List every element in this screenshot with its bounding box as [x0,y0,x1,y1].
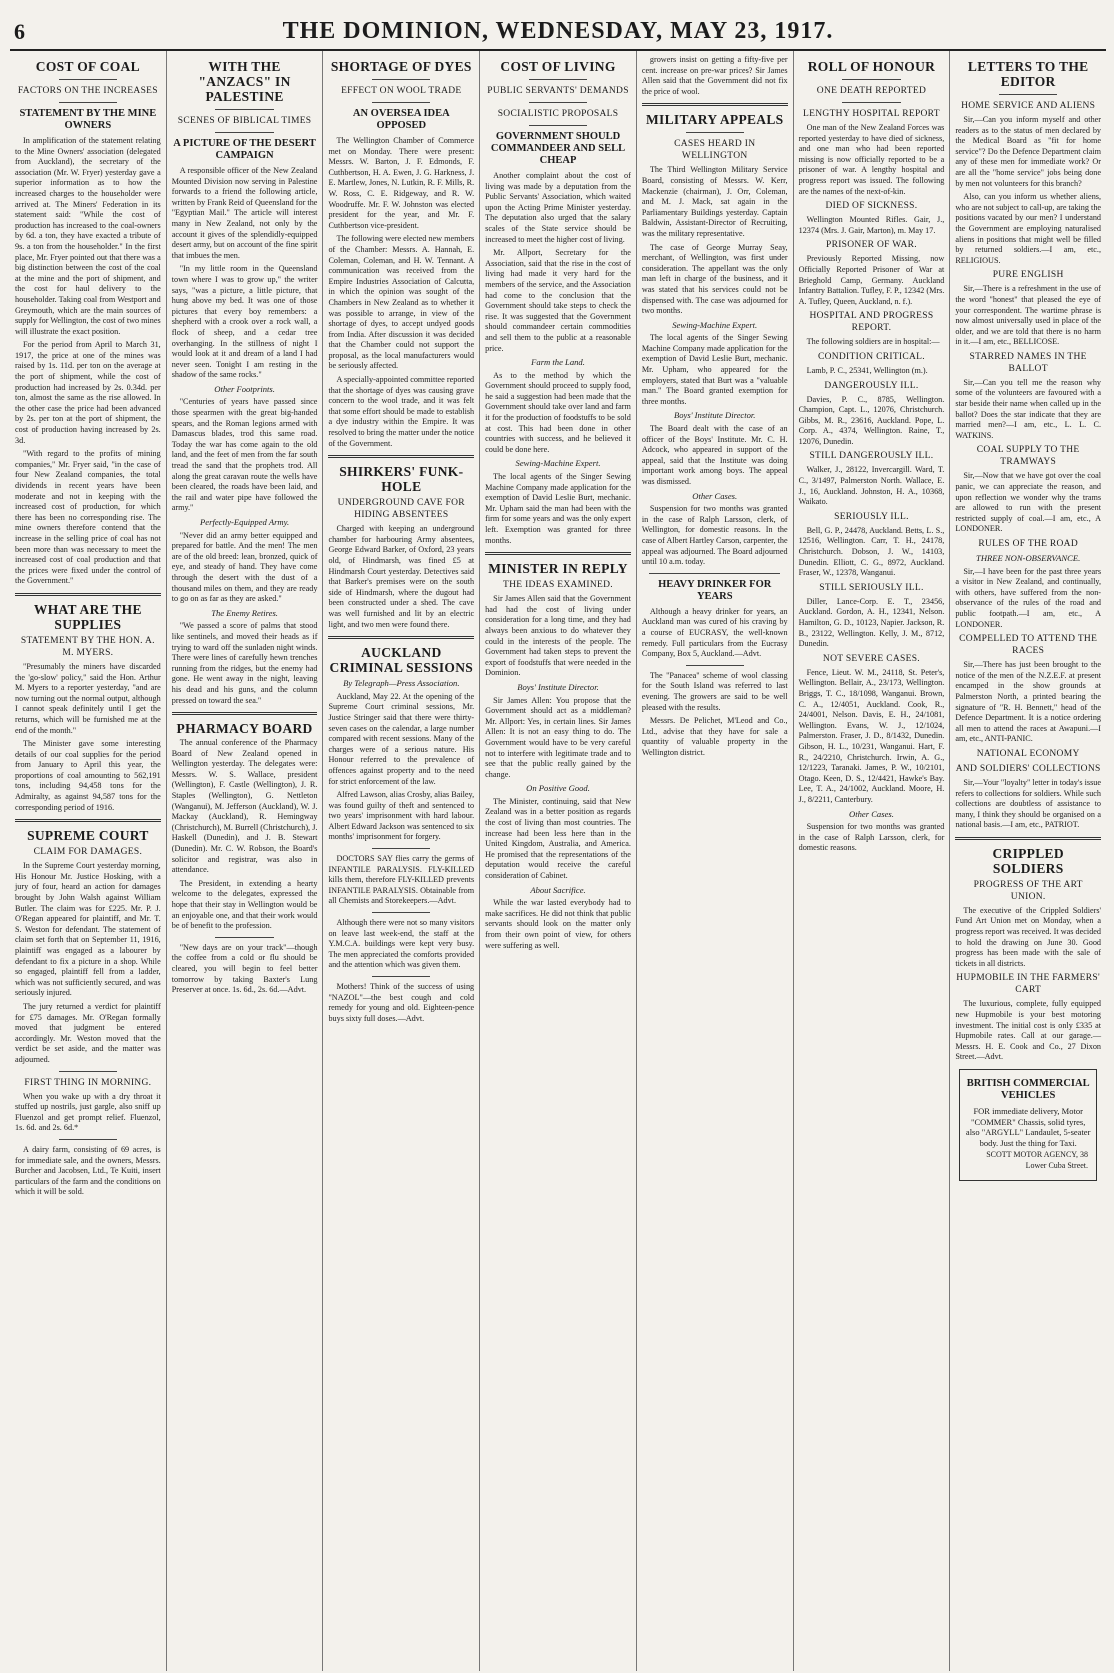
article-paragraph: The executive of the Crippled Soldiers' Fund Art Union met on Monday, when a progress report was received. It was decided to hold the drawing on June 30. Good progress has been made with the sale of tickets in all districts. [955,905,1102,968]
letter-paragraph: Sir,—Can you tell me the reason why some of the volunteers are favoured with a star beside their name when called up in the ballot? Does the star indicate that they are married men?—I am, etc., L. L. C. WATKINS. [955,377,1102,440]
article-paragraph: A dairy farm, consisting of 69 acres, is for immediate sale, and the owners, Messrs. Burcher and Jacobsen, Ltd., Te Kuiti, insert particulars of the farm and the conditions on which it will be sold. [15,1144,161,1197]
section-subhead: On Positive Good. [526,783,590,794]
subhead: PROGRESS OF THE ART UNION. [973,879,1083,902]
headline-shortage-of-dyes: SHORTAGE OF DYES [330,59,472,74]
list-heading: DANGEROUSLY ILL. [824,380,919,391]
subhead: CLAIM FOR DAMAGES. [33,847,143,858]
article-paragraph: Charged with keeping an underground chamber for harbouring Army absentees, George Edward Barker, of Oxford, 23 years old, of Hindmarsh, was fined £5 at Hindmarsh Court yesterday. Detectives said that Barker's premises were on the south side of Hindmarsh, where the dugout had been constructed under a shed. The cave was well furnished and lit by an electric light, and two men were found there. [328,524,475,629]
headline-pharmacy-board: PHARMACY BOARD [176,721,313,737]
article-paragraph: The following were elected new members of the Chamber: Messrs. A. Hannah, E. Coleman, Coleman, and H. W. Tennant. A communication was received from the Empire Industries Association of Calcutta, in which the opinion was sought of the Chambers in New Zealand as to whether it was possible to arrange, in view of the shortage of dyes, to accept undyed goods from India. After discussion it was decided that the Chamber could not support the proposal, as the local manufacturers would be seriously affected. [328,234,475,371]
letter-subheading: AND SOLDIERS' COLLECTIONS [955,763,1101,774]
letter-paragraph: Sir,—There is a refreshment in the use of the word "honest" that pleased the eye of your correspondent. The wartime phrase is now almost universally used in place of the older, and we are told that there is no harm in it.—I am, etc., BELLICOSE. [955,284,1102,347]
column-3 [323,51,480,1671]
letter-heading: STARRED NAMES IN THE BALLOT [969,351,1087,374]
article-paragraph: The Board dealt with the case of an officer of the Boys' Institute. Mr. C. H. Adcock, who appeared in support of the appeal, said that the Institute was doing important work among boys. The appeal was dismissed. [641,424,788,486]
section-subhead: Sewing-Machine Expert. [672,319,758,330]
subhead: HEAVY DRINKER FOR YEARS [658,578,772,602]
article-paragraph: Another complaint about the cost of living was made by a deputation from the Public Servants' Association, which waited upon the Acting Prime Minister yesterday. The deputation also urged that the salary scales of the State service should be increased to meet the higher cost of living. [485,171,631,244]
headline-supreme-court: SUPREME COURT [27,828,149,844]
article-paragraph: The annual conference of the Pharmacy Board of New Zealand opened in Wellington yesterday. The delegates were: Messrs. W. S. Wallace, president (Wellington), F. Castle (Wellington), J. R. Staples (Wellington), G. Nettleton (Wanganui), M. Jefferson (Auckland), W. J. Mackay (Auckland), R. Hemingway (Christchurch), M. Burrell (Christchurch), J. Haskell (Dunedin), and J. B. Stewart (Dunedin). Mr. C. W. Robson, the Board's solicitor and registrar, was also in attendance. [171,738,318,875]
letter-paragraph: Also, can you inform us whether aliens, who are not subject to call-up, are taking the positions vacated by our men? I understand the Government are employing naturalised aliens in positions that might well be filled by returned soldiers.—I am, etc., RELIGIOUS. [955,192,1102,265]
letter-paragraph: Sir,—There has just been brought to the notice of the men of the N.Z.E.F. at present encamped in the show grounds at Palmerston North, a printed bearing the signature of "R. H. Bennett," head of the Defence Department. It is a notice ordering all men to attend the races at Awapuni.—I am, etc., ANTI-PANIC. [955,660,1102,744]
article-paragraph: A specially-appointed committee reported that the shortage of dyes was causing grave concern to the wool trade, and it was felt that some effort should be made to establish a dye industry within the Empire. It was resolved to bring the matter under the notice of the Government. [328,375,475,448]
article-paragraph: The local agents of the Singer Sewing Machine Company made application for the exemption of David Leslie Burt, mechanic. Mr. Upham said the man had been with the firm for some years and was the only expert left. Exemption was granted for three months. [485,472,631,545]
article-paragraph: The following soldiers are in hospital:— [806,337,940,347]
section-subhead: About Sacrifice. [530,884,586,895]
columns [10,51,1106,1671]
casualty-list: Diller, Lance-Corp. E. T., 23456, Auckland. Gordon, A. H., 12341, Nelson. Hamilton, G. D., 10123, Napier. Jackson, R. B., 23122, Wellington. Kelly, J. M., 8712, Dunedin. [798,596,945,649]
column-5 [637,51,794,1671]
subhead: GOVERNMENT SHOULD COMMANDEER AND SELL CHEAP [490,131,626,166]
masthead [10,18,1106,51]
article-paragraph: The Minister, continuing, said that New Zealand was in a better position as regards the cost of living than most countries. The increase had been less here than in the United Kingdom, Australia, and America. He promised that the representations of the deputation would receive the careful consideration of Cabinet. [485,796,631,881]
headline-cost-of-coal: COST OF COAL [35,59,140,74]
article-paragraph: In amplification of the statement relating to the Mine Owners' association (delegated from Auckland), the secretary of the association (Mr. W. Fryer) yesterday gave a superior information as to how the increased charges to the householder were arrived at. The Miners' Federation in its statement said: "While the cost of production has increased to the coal-owners by 6d. a ton, they have exacted a tribute of 9s. a ton from the householder." In the first place, Mr. Fryer pointed out that there was a big distinction between the cost of the coal at the mine and the port of shipment, and the cost for haul delivery to the householder. Taking coal from Westport and Greymouth, which are the main sources of supply for Wellington, the cost of two mines will illustrate the exact position. [15,136,161,336]
article-paragraph: Sir James Allen said that the Government had had the cost of living under consideration for a long time, and they had always been anxious to do whatever they could in the interests of the people. The Government had taken steps to prevent the export of foodstuffs that were needed in the Dominion. [485,594,631,678]
article-paragraph: Alfred Lawson, alias Crosby, alias Bailey, was found guilty of theft and sentenced to two years' imprisonment with hard labour. Albert Edward Jackson was sentenced to six months' imprisonment for forgery. [328,790,475,842]
article-paragraph: The jury returned a verdict for plaintiff for £75 damages. Mr. O'Regan formally moved that judgment be entered accordingly. Mr. Weston moved that the verdict be set aside, and the matter was adjourned. [15,1001,161,1064]
divider [59,1071,117,1072]
list-heading: DIED OF SICKNESS. [825,201,918,212]
advertisement-paragraph: Although a heavy drinker for years, an Auckland man was cured of his craving by a course of EUCRASY, the well-known remedy. Full particulars from the Eucrasy Company, Box 5, Auckland.—Advt. [641,606,788,659]
headline-supplies: WHAT ARE THE SUPPLIES [33,601,142,632]
article-paragraph: "In my little room in the Queensland town where I was to grow up," the writer says, "was a picture, a little picture, that hung above my bed. It was one of those pictures that every boy remembers: a shepherd with a crook over a rock wall, a flock of sheep, and a cedar tree overhanging. In the stillness of night I would look at it and dream of a land I had never seen. Tonight I am resting in the shadow of the same rocks." [171,264,318,380]
article-paragraph: One man of the New Zealand Forces was reported yesterday to have died of sickness, and one man who had been reported missing is now officially reported to be a prisoner of war. A lengthy hospital and progress report was issued. The following are the names of the next-of-kin. [798,123,945,196]
article-paragraph: Auckland, May 22. At the opening of the Supreme Court criminal sessions, Mr. Justice Stringer said that there were thirty-seven cases on the calendar, a large number compared with recent sessions. Many of the charges were of a serious nature. His Honour referred to the prevalence of offences against property and to the need for strict enforcement of the law. [328,691,475,786]
subhead: SOCIALISTIC PROPOSALS [497,109,619,119]
article-paragraph: Suspension for two months was granted in the case of Ralph Larsson, clerk, for domestic reasons. [798,822,945,853]
headline-letters-to-editor: LETTERS TO THE EDITOR [967,59,1089,89]
casualty-list: Wellington Mounted Rifles. Gair, J., 12374 (Mrs. J. Gair, Marton), m. May 17. [798,215,945,235]
section-divider [15,819,161,822]
letter-heading: RULES OF THE ROAD [978,539,1078,549]
advertisement-paragraph: Mothers! Think of the success of using "NAZOL"—the best cough and cold remedy for young and old. Eighteen-pence buys sixty full doses.—Advt. [328,982,475,1023]
article-paragraph: "With regard to the profits of mining companies," Mr. Fryer said, "in the case of four New Zealand companies, the total dividends in recent years have been moderate and not in keeping with the increased cost of production, for which there has been no corresponding rise. The mine owners therefore contend that the increase in the selling price of coal has not been more than was necessary to meet the increased cost of coal production and that the prices were fixed under the control of the Government." [15,449,161,586]
section-divider [328,455,474,458]
headline-anzacs: WITH THE "ANZACS" IN PALESTINE [198,59,291,104]
divider [649,573,780,574]
article-paragraph: "Centuries of years have passed since those spearmen with the great big-handed spears, and the Roman legions armed with Damascus blades, trod this same road. Today the war has come again to the old land, and the feet of men from the far south tread the sand that the prophets trod. All along the great caravan route the wells have been cleared, the roads have been laid, and the rail and water pipe have followed the army." [171,397,318,513]
article-paragraph: The Third Wellington Military Service Board, consisting of Messrs. W. Kerr, Mackenzie (chairman), J. Orr, Coleman, and M. J. Mack, sat again in the Parliamentary Buildings yesterday. Captain Baldwin, Assistant-Director of Recruiting, was the military representative. [641,165,788,238]
subhead: ONE DEATH REPORTED [816,86,927,96]
divider [372,912,430,913]
column-7 [950,51,1106,1671]
subhead: A PICTURE OF THE DESERT CAMPAIGN [173,138,316,161]
divider [999,94,1057,95]
divider [686,665,744,666]
advertisement-signature: SCOTT MOTOR AGENCY, 38 Lower Cuba Street. [986,1150,1089,1170]
subhead: AN OVERSEA IDEA OPPOSED [352,108,450,131]
article-paragraph: Messrs. De Pelichet, M'Leod and Co., Ltd., advise that they have for sale a quantity of valuable property in the Wellington district. [641,716,788,757]
section-subhead: The Enemy Retires. [211,607,278,618]
divider [215,109,273,110]
letter-paragraph: Sir,—Can you inform myself and other readers as to the status of men declared by the Medical Board as "fit for home service"? Do the Defence Department claim any of these men for immediate work? Or are all the "home service" jobs being done by men not volunteers for this branch? [955,115,1102,188]
headline-military-appeals: MILITARY APPEALS [646,112,784,128]
divider [372,79,430,80]
divider [842,102,900,103]
advertisement-text: FOR immediate delivery, Motor "COMMER" Chassis, solid tyres, also "ARGYLL" Landaulet, 5-seater body. Just the thing for Taxi. [965,1106,1091,1148]
letter-heading: NATIONAL ECONOMY [976,748,1080,759]
section-subhead: Other Cases. [692,490,738,501]
letter-heading: COAL SUPPLY TO THE TRAMWAYS [976,445,1080,468]
casualty-list: Davies, P. C., 8785, Wellington. Champion, Capt. L., 12076, Christchurch. Gibbs, M. R., 23616, Auckland. Pope, L. Corp. A., 4374, Wellington. Raine, T., 12076, Dunedin. [798,394,945,446]
headline-auckland-sessions: AUCKLAND CRIMINAL SESSIONS [329,645,474,676]
column-1 [10,51,167,1671]
headline-crippled-soldiers: CRIPPLED SOLDIERS [992,845,1064,876]
headline-shirkers: SHIRKERS' FUNK-HOLE [339,464,464,495]
subhead: FIRST THING IN MORNING. [24,1077,152,1088]
advertisement-heading: BRITISH COMMERCIAL VEHICLES [966,1078,1090,1101]
casualty-list: Walker, J., 28122, Invercargill. Ward, T. C., 3/1497, Palmerston North. Wallace, E. J., 16, Auckland. Johnston, H. A., 10368, Waikato. [798,465,945,507]
list-heading: SERIOUSLY ILL. [834,511,909,522]
column-4 [480,51,637,1671]
divider [529,125,587,126]
article-paragraph: The "Panacea" scheme of wool classing for the South Island was referred to last evening. The growers are said to be well pleased with the results. [641,670,788,712]
article-paragraph: In the Supreme Court yesterday morning, His Honour Mr. Justice Hosking, with a jury of four, heard an action for damages brought by John Walsh against William Butler. The claim was for £225. Mr. P. J. O'Regan appeared for plaintiff, and Mr. T. S. Weston for defendant. The statement of claim set forth that on September 11, 1916, plaintiff was engaged as a labourer by defendant to fix a picture in a shop. While so engaged, plaintiff fell from a ladder, which was not sufficiently secured, and was seriously injured. [15,861,161,998]
divider [59,102,117,103]
section-subhead: Perfectly-Equipped Army. [200,517,290,527]
divider [215,937,273,938]
subhead: STATEMENT BY THE MINE OWNERS [19,108,157,131]
section-subhead: Boys' Institute Director. [673,410,756,421]
advertisement-paragraph: "New days are on your track"—though the coffee from a cold or flu should be cleared, you will begin to feel better tomorrow by taking Baxter's Lung Preserver at once. 1s. 6d., 2s. 6d.—Advt. [171,942,318,995]
letter-paragraph: Sir,—Your "loyalty" letter in today's issue refers to collections for soldiers. While such collections are doubtless of assistance to many, I think they should be organised on a national basis.—I am, etc., PATRIOT. [955,777,1102,830]
advertisement-paragraph: The luxurious, complete, fully equipped new Hupmobile is your best motoring investment. The initial cost is only £335 at Hupmobile rates. Call at our garage.—Messrs. H. E. Cook and Co., 27 Dixon Street.—Advt. [955,999,1102,1062]
subhead: HOME SERVICE AND ALIENS [961,101,1096,111]
section-divider [485,552,631,555]
divider [529,102,587,103]
subhead: FACTORS ON THE INCREASES [17,86,158,96]
letter-heading: PURE ENGLISH [992,270,1064,281]
divider [529,79,587,80]
advertisement-box [959,1069,1097,1181]
headline-minister-reply: MINISTER IN REPLY [488,561,628,577]
article-paragraph: The case of George Murray Seay, merchant, of Wellington, was first under consideration. The appellant was the only man left in charge of the business, and it was stated that his services could not be dispensed with. The case was adjourned for two months. [641,242,788,316]
subhead: LENGTHY HOSPITAL REPORT [803,109,940,119]
subhead: PUBLIC SERVANTS' DEMANDS [487,86,629,96]
divider [686,132,744,133]
section-divider [172,712,318,715]
list-heading: HOSPITAL AND PROGRESS REPORT. [809,311,934,334]
divider [842,79,900,80]
divider [372,976,430,977]
article-paragraph: While the war lasted everybody had to make sacrifices. He did not think that public servants should look on the matter only from their own point of view, for others were suffering as well. [485,898,631,950]
section-divider [955,837,1101,840]
divider [372,848,430,849]
headline-cost-of-living: COST OF LIVING [500,59,616,74]
article-paragraph: growers insist on getting a fifty-five per cent. increase on pre-war prices? Sir James Allen said that the Government did not fix the price of wool. [641,55,788,96]
advertisement-heading: HUPMOBILE IN THE FARMERS' CART [956,973,1101,996]
subhead: SCENES OF BIBLICAL TIMES [177,116,312,126]
section-subhead: Farm the Land. [531,357,585,368]
section-divider [328,636,474,639]
section-divider [642,103,788,106]
headline-roll-of-honour: ROLL OF HONOUR [807,59,936,74]
divider [59,79,117,80]
article-paragraph: The Wellington Chamber of Commerce met on Monday. There were present: Messrs. W. Barton, J. F. Edmonds, F. Cuthbertson, H. A. Ewen, J. G. Harkness, J. E. Martlew, Jones, N. Lutkin, R. F. Mills, R. W. Ross, C. E. Ridgeway, and R. W. Woodruffe. Mr. F. W. Johnston was elected president for the year, and Mr. F. Cuthbertson vice-president. [328,136,475,230]
letter-subheading: THREE NON-OBSERVANCE. [976,553,1081,563]
section-subhead: Boys' Institute Director. [517,681,599,692]
subhead: CASES HEARD IN WELLINGTON [674,139,756,162]
article-paragraph: A responsible officer of the New Zealand Mounted Division now serving in Palestine forwards to a friend the following article, written by Frank Reid of Queensland for the "Egyptian Mail." The article will interest many in New Zealand, not only by the account it gives of the splendidly-equipped desert army, but on account of the fine spirit that imbues the men. [171,166,318,260]
list-heading: STILL DANGEROUSLY ILL. [809,451,934,462]
casualty-list: Lamb, P. C., 25341, Wellington (m.). [806,365,928,375]
article-paragraph: "Never did an army better equipped and prepared for battle. And the men! The men are of the old breed: lean, bronzed, quick of eye, and steady of hand. They have come through the desert with the dust of a thousand miles on them, and they are ready to go on as far as they are asked." [171,530,318,604]
advertisement-paragraph: DOCTORS SAY flies carry the germs of INFANTILE PARALYSIS. FLY-KILLED kills them, therefore FLY-KILLED prevents INFANTILE PARALYSIS. Obtainable from all Chemists and Storekeepers.—Advt. [328,854,475,906]
section-subhead: Sewing-Machine Expert. [515,458,601,469]
article-paragraph: Mr. Allport, Secretary for the Association, said that the rise in the cost of living had made it very hard for the members of the service, and the Association had come to the conclusion that the Government should take steps to check the rise. It was suggested that the Government should commandeer certain commodities and sell them to the public at a reasonable price. [485,248,631,353]
section-subhead: Other Footprints. [214,383,275,394]
page-number: 6 [14,19,25,44]
article-paragraph: The Minister gave some interesting details of our coal supplies for the period from January to April this year, the proportions of coal amounting to 562,191 tons, including 94,458 tons for the Admiralty, as against 94,587 tons for the corresponding period of 1916. [15,739,161,812]
article-paragraph: "We passed a score of palms that stood like sentinels, and moved their heads as if trying to ward off the sunladen night winds. There were lines of carefully hewn trenches running from the ridges, but the enemy had gone. He went away in the night, leaving his dead and his guns, and the column pressed on toward the sea." [171,621,318,705]
divider [59,1139,117,1140]
section-subhead: Other Cases. [849,808,894,819]
column-6 [794,51,951,1671]
article-paragraph: Sir James Allen: You propose that the Government should act as a middleman? Mr. Allport: Yes, in certain lines. Sir James Allen: It is not an easy thing to do. The Government would have to be very careful not to interfere with legitimate trade and to see that the public really gained by the change. [485,695,631,779]
subhead: THE IDEAS EXAMINED. [503,580,613,591]
list-heading: PRISONER OF WAR. [825,240,917,251]
article-paragraph: Suspension for two months was granted in the case of Ralph Larsson, clerk, of Wellington, for domestic reasons. In the case of Albert Hartley Carson, carpenter, the appeal was adjourned. The Board adjourned until 10 a.m. today. [641,504,788,567]
subhead: EFFECT ON WOOL TRADE [341,86,462,96]
list-heading: CONDITION CRITICAL. [817,351,925,362]
column-2 [167,51,324,1671]
dateline: By Telegraph—Press Association. [343,678,460,689]
article-paragraph: The President, in extending a hearty welcome to the delegates, expressed the hope that their stay in Wellington would be an enjoyable one, and that their work would be of benefit to the profession. [171,878,318,931]
casualty-list: Previously Reported Missing, now Officially Reported Prisoner of War at Brieghold Camp, Germany. Auckland Infantry Battalion. Tufley, F. P., 12342 (Mrs. A. Tufley, Queen, Auckland, n. f.). [798,254,945,306]
section-divider [15,593,161,596]
subhead: STATEMENT BY THE HON. A. M. MYERS. [20,635,155,658]
letter-paragraph: Sir,—Now that we have got over the coal panic, we can appreciate the reason, and upon reflection we wonder why the trams are allowed to run with the present restricted supply of coal.—I am, etc., A LONDONER. [955,471,1102,534]
letter-paragraph: Sir,—I have been for the past three years a visitor in New Zealand, and continually, with others, have suffered from the non-observance of the rules of the road and public footpath.—I am, etc., A LONDONER. [955,566,1102,629]
list-heading: STILL SERIOUSLY ILL. [819,582,924,593]
casualty-list: Bell, G. P., 24478, Auckland. Betts, L. S., 12516, Wellington. Carr, T. H., 24178, Christchurch. Dobson, J. W., 14103, Dunedin. Elliott, C. G., 8972, Auckland. Fraser, W., 12378, Wanganui. [798,525,945,578]
divider [215,132,273,133]
advertisement-paragraph: When you wake up with a dry throat it stuffed up nostrils, just gargle, also sniff up Fluenzol and get prompt relief. Fluenzol, 1s. 6d. and 2s. 6d.* [15,1091,161,1133]
article-paragraph: The local agents of the Singer Sewing Machine Company made application for the exemption of David Leslie Burt, mechanic. Mr. Upham, who appeared for the employers, stated that Burt was a "valuable man." The Board granted exemption for three months. [641,333,788,406]
article-paragraph: Although there were not so many visitors on leave last week-end, the staff at the Y.M.C.A. buildings were kept very busy. The men appreciated the comforts provided and the attention which was given them. [328,918,475,970]
newspaper-title: THE DOMINION, WEDNESDAY, MAY 23, 1917. [282,18,834,44]
list-heading: NOT SEVERE CASES. [822,653,920,664]
article-paragraph: For the period from April to March 31, 1917, the price at one of the mines was raised by 1s. 11d. per ton on the average at the port of shipment, while the cost of production had increased by 2s. 0.34d. per ton, almost the same as the rise allowed. In the other case the price had been advanced by 2s. per ton at the port of shipment, the cost of production having increased by 2s. 3d. [15,340,161,445]
casualty-list: Fence, Lieut. W. M., 24118, St. Peter's, Wellington. Bellair, A., 23/173, Wellington. Briggs, T. C., 18/1098, Wanganui. Brown, C. A., 12/4051, Auckland. Cook, R., 24/4001, Nelson. Davis, E. H., 24/1081, Wellington. Evans, W. J., 12/1024, Palmerston. Fraser, J. D., 8/1432, Dunedin. Gibson, H. L., 10/231, Wanganui. Hart, F. R., 24/2210, Christchurch. Irwin, A. G., 12/1223, Taranaki. James, P. W., 10/2101, Otago. Keen, D. S., 12/4421, Hawke's Bay. Lee, T. A., 24/1002, Auckland. Moore, H. J., 8/2211, Canterbury. [798,667,945,804]
letter-heading: COMPELLED TO ATTEND THE RACES [959,634,1098,657]
divider [372,102,430,103]
subhead: UNDERGROUND CAVE FOR HIDING ABSENTEES [337,498,465,521]
article-paragraph: As to the method by which the Government should proceed to supply food, he said a suggestion had been made that the Government should take over land and farm it for the production of foodstuffs to be sold at cost. This had been done in other countries with success, and he believed it could be done here. [485,370,631,454]
article-paragraph: "Presumably the miners have discarded the 'go-slow' policy," said the Hon. Arthur M. Myers to a reporter yesterday, "and are now turning out the normal output, although I cannot speak definitely until I get the returns, which will be furnished me at the end of the month." [15,661,161,735]
